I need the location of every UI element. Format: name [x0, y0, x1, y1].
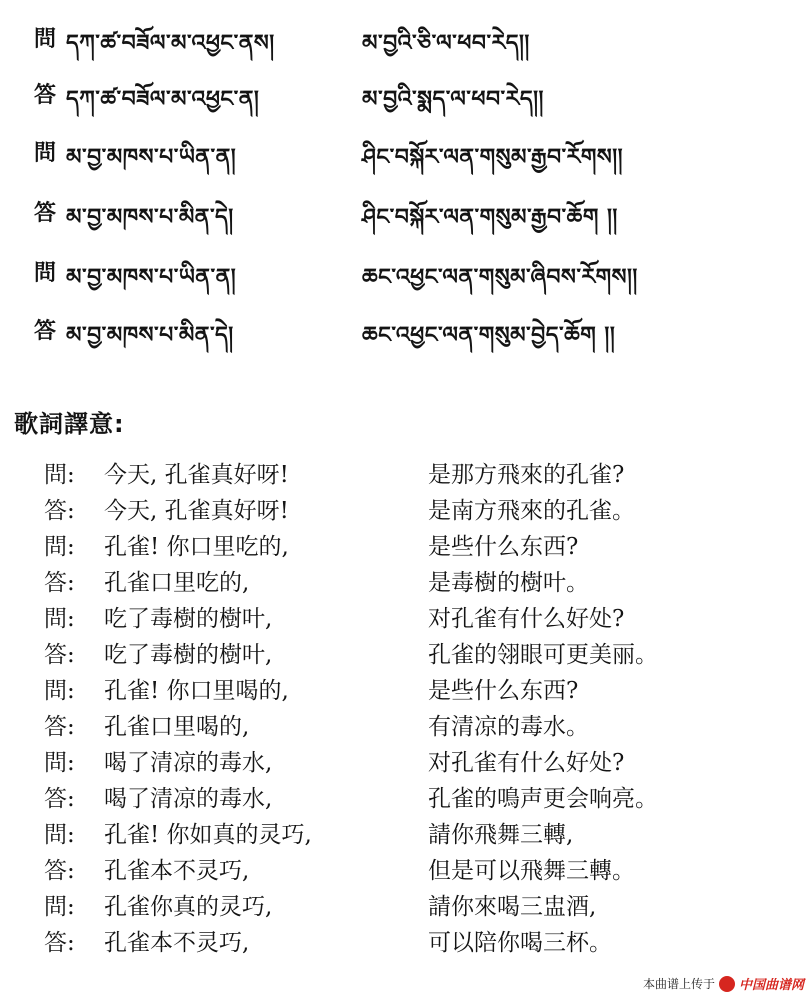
lyric-line: [0, 740, 812, 776]
lyric-text-right: 对孔雀有什么好处?: [428, 750, 625, 776]
line-marker: 答:: [44, 642, 75, 668]
lyric-line: [0, 668, 812, 704]
line-marker: 問:: [44, 606, 75, 632]
lyric-text-left: 孔雀你真的灵巧,: [104, 894, 273, 920]
lyric-line: [0, 488, 812, 524]
tibetan-text-left: མ་བྱ་མཁས་པ་མིན་དེ།: [66, 205, 234, 230]
lyric-text-left: 喝了清凉的毒水,: [104, 786, 273, 812]
tibetan-text-right: ཤིང་བསྐོར་ལན་གསུམ་རྒྱབ་ཆོག །།: [362, 205, 618, 230]
lyric-text-right: 有清凉的毒水。: [428, 714, 589, 740]
lyric-text-left: 吃了毒樹的樹叶,: [104, 642, 273, 668]
lyric-text-left: 孔雀! 你如真的灵巧,: [104, 822, 312, 848]
line-marker: 答:: [44, 570, 75, 596]
lyric-line: [0, 848, 812, 884]
line-marker: 答: [34, 83, 57, 108]
lyric-text-right: 是些什么东西?: [428, 678, 579, 704]
lyric-text-right: 是些什么东西?: [428, 534, 579, 560]
lyric-text-left: 孔雀本不灵巧,: [104, 858, 250, 884]
line-marker: 答: [34, 201, 57, 226]
tibetan-line: [0, 188, 812, 228]
line-marker: 答:: [44, 498, 75, 524]
lyric-text-right: 是毒樹的樹叶。: [428, 570, 589, 596]
section-heading: 歌詞譯意:: [14, 410, 125, 438]
line-marker: 問:: [44, 678, 75, 704]
tibetan-text-left: དཀ་ཚ་བཟོལ་མ་འཕྱང་ན།: [66, 87, 260, 112]
tibetan-line: [0, 70, 812, 110]
tibetan-line: [0, 14, 812, 54]
lyric-line: [0, 812, 812, 848]
line-marker: 答:: [44, 930, 75, 956]
line-marker: 問: [34, 261, 57, 286]
lyric-text-left: 吃了毒樹的樹叶,: [104, 606, 273, 632]
lyric-text-right: 孔雀的鳴声更会响亮。: [428, 786, 658, 812]
lyric-text-right: 請你飛舞三轉,: [428, 822, 574, 848]
lyric-text-left: 今天, 孔雀真好呀!: [104, 498, 289, 524]
lyric-text-right: 可以陪你喝三杯。: [428, 930, 612, 956]
lyric-text-left: 孔雀口里吃的,: [104, 570, 250, 596]
tibetan-text-left: མ་བྱ་མཁས་པ་ཡིན་ན།: [66, 265, 237, 290]
tibetan-text-left: མ་བྱ་མཁས་པ་ཡིན་ན།: [66, 145, 237, 170]
tibetan-text-right: ཤིང་བསྐོར་ལན་གསུམ་རྒྱབ་རོགས།།: [362, 145, 623, 170]
line-marker: 答:: [44, 714, 75, 740]
lyric-line: [0, 452, 812, 488]
lyric-line: [0, 596, 812, 632]
tibetan-text-left: དཀ་ཚ་བཟོལ་མ་འཕྱང་ནས།: [66, 31, 275, 56]
lyric-line: [0, 704, 812, 740]
lyric-text-left: 喝了清凉的毒水,: [104, 750, 273, 776]
lyric-text-right: 对孔雀有什么好处?: [428, 606, 625, 632]
tibetan-line: [0, 306, 812, 346]
line-marker: 答:: [44, 786, 75, 812]
line-marker: 答:: [44, 858, 75, 884]
lyric-text-left: 孔雀本不灵巧,: [104, 930, 250, 956]
lyric-text-right: 是南方飛來的孔雀。: [428, 498, 635, 524]
line-marker: 答: [34, 319, 57, 344]
site-logo-icon: [719, 976, 735, 992]
lyric-line: [0, 776, 812, 812]
upload-note: 本曲谱上传于: [642, 977, 715, 991]
line-marker: 問: [34, 141, 57, 166]
lyric-line: [0, 884, 812, 920]
line-marker: 問:: [44, 894, 75, 920]
tibetan-text-right: མ་བྱའི་སྨད་ལ་ཕབ་རེད།།: [362, 87, 544, 112]
lyric-line: [0, 632, 812, 668]
tibetan-text-right: ཆང་འཕྱང་ལན་གསུམ་ཞིབས་རོགས།།: [362, 265, 638, 290]
lyric-text-left: 孔雀口里喝的,: [104, 714, 250, 740]
lyric-text-right: 孔雀的翎眼可更美丽。: [428, 642, 658, 668]
lyric-text-right: 請你來喝三盅酒,: [428, 894, 597, 920]
lyric-text-right: 是那方飛來的孔雀?: [428, 462, 625, 488]
line-marker: 問:: [44, 750, 75, 776]
line-marker: 問:: [44, 534, 75, 560]
site-logo-text[interactable]: 中国曲谱网: [738, 978, 804, 993]
line-marker: 問:: [44, 462, 75, 488]
line-marker: 問:: [44, 822, 75, 848]
lyric-text-left: 孔雀! 你口里喝的,: [104, 678, 289, 704]
tibetan-text-right: མ་བྱའི་ཅི་ལ་ཕབ་རེད།།: [362, 31, 530, 56]
site-watermark: [643, 974, 804, 993]
lyric-text-right: 但是可以飛舞三轉。: [428, 858, 635, 884]
lyric-line: [0, 560, 812, 596]
lyric-text-left: 孔雀! 你口里吃的,: [104, 534, 289, 560]
tibetan-line: [0, 248, 812, 288]
lyric-line: [0, 524, 812, 560]
tibetan-text-right: ཆང་འཕྱང་ལན་གསུམ་བྱེད་ཆོག །།: [362, 323, 616, 348]
tibetan-line: [0, 128, 812, 168]
lyric-text-left: 今天, 孔雀真好呀!: [104, 462, 289, 488]
lyric-line: [0, 920, 812, 956]
tibetan-text-left: མ་བྱ་མཁས་པ་མིན་དེ།: [66, 323, 234, 348]
line-marker: 問: [34, 27, 57, 52]
